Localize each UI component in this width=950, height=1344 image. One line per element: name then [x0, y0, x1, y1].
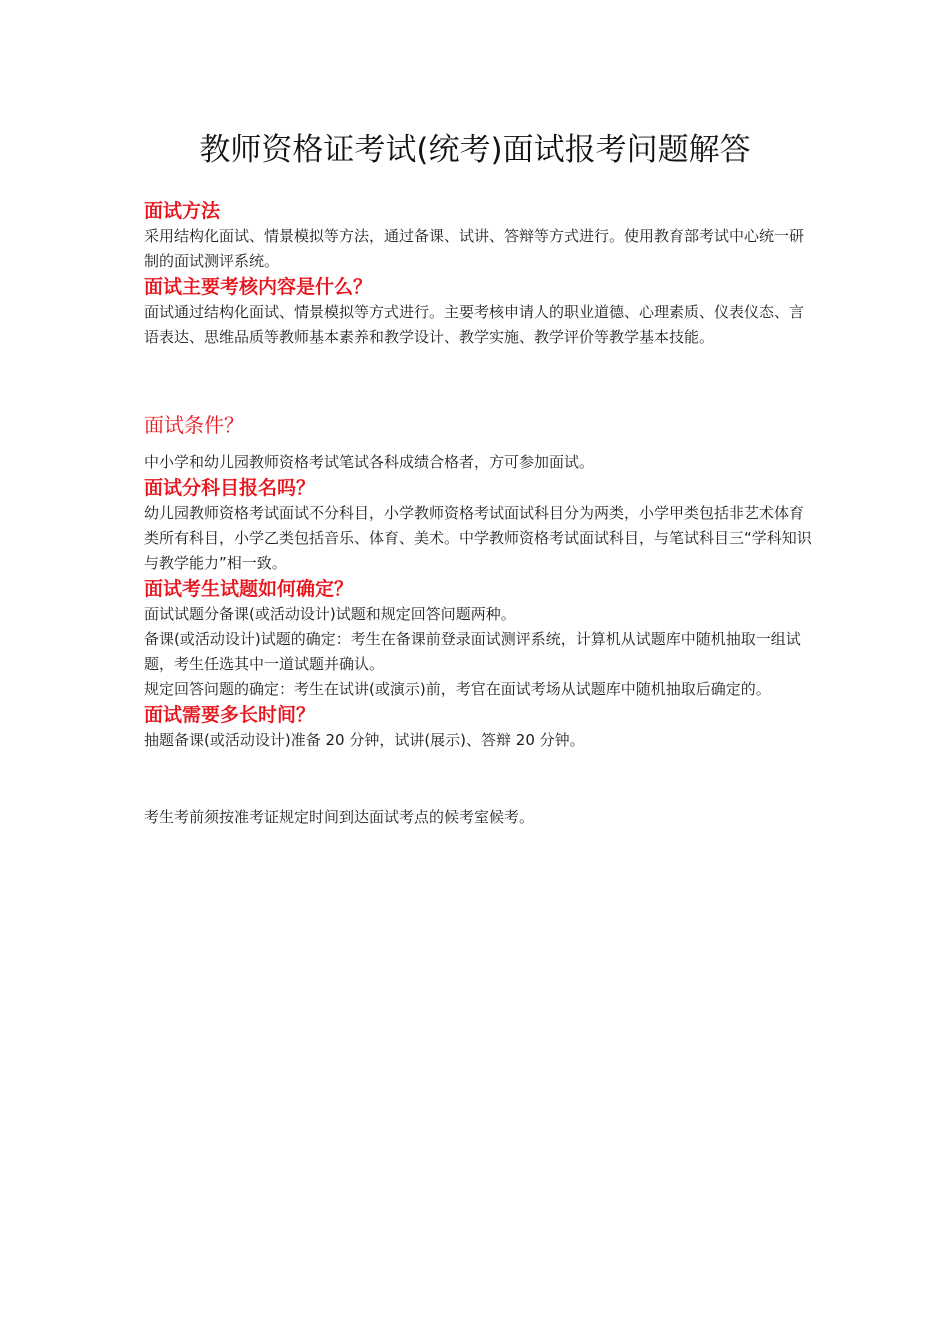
spacer	[144, 753, 814, 805]
section-heading: 面试方法	[144, 200, 221, 222]
section-heading: 面试条件？	[144, 413, 244, 437]
section-subject-registration	[144, 475, 814, 576]
section-paragraph: 中小学和幼儿园教师资格考试笔试各科成绩合格者，方可参加面试。	[144, 453, 595, 471]
footer-note: 考生考前须按准考证规定时间到达面试考点的候考室候考。	[144, 808, 535, 826]
spacer	[144, 350, 814, 412]
section-heading: 面试主要考核内容是什么？	[144, 276, 373, 298]
section-paragraph: 面试试题分备课(或活动设计)试题和规定回答问题两种。	[144, 605, 516, 623]
page-title: 教师资格证考试(统考)面试报考问题解答	[199, 132, 751, 168]
section-question-selection	[144, 576, 814, 702]
section-paragraph: 抽题备课(或活动设计)准备 20 分钟，试讲(展示)、答辩 20 分钟。	[144, 731, 585, 749]
section-paragraph: 规定回答问题的确定：考生在试讲(或演示)前，考官在面试考场从试题库中随机抽取后确定的。	[144, 680, 771, 698]
section-heading: 面试分科目报名吗？	[144, 477, 316, 499]
spacer	[144, 438, 814, 450]
section-assessment-content	[144, 274, 814, 350]
section-paragraph: 幼儿园教师资格考试面试不分科目，小学教师资格考试面试科目分为两类，小学甲类包括非艺术体育类所有科目，小学乙类包括音乐、体育、美术。中学教师资格考试面试科目，与笔试科目三“学科知识与教学能力”相一致。	[144, 504, 812, 572]
section-paragraph: 面试通过结构化面试、情景模拟等方式进行。主要考核申请人的职业道德、心理素质、仪表仪态、言语表达、思维品质等教师基本素养和教学设计、教学实施、教学评价等教学基本技能。	[144, 303, 805, 346]
document-body	[144, 198, 814, 830]
section-interview-duration	[144, 702, 814, 753]
section-paragraph: 采用结构化面试、情景模拟等方法，通过备课、试讲、答辩等方式进行。使用教育部考试中心统一研制的面试测评系统。	[144, 227, 805, 270]
section-paragraph: 备课(或活动设计)试题的确定：考生在备课前登录面试测评系统，计算机从试题库中随机抽取一组试题，考生任选其中一道试题并确认。	[144, 630, 801, 673]
section-interview-method	[144, 198, 814, 274]
section-heading: 面试考生试题如何确定？	[144, 578, 354, 600]
section-heading: 面试需要多长时间？	[144, 704, 316, 726]
section-interview-conditions	[144, 412, 814, 475]
